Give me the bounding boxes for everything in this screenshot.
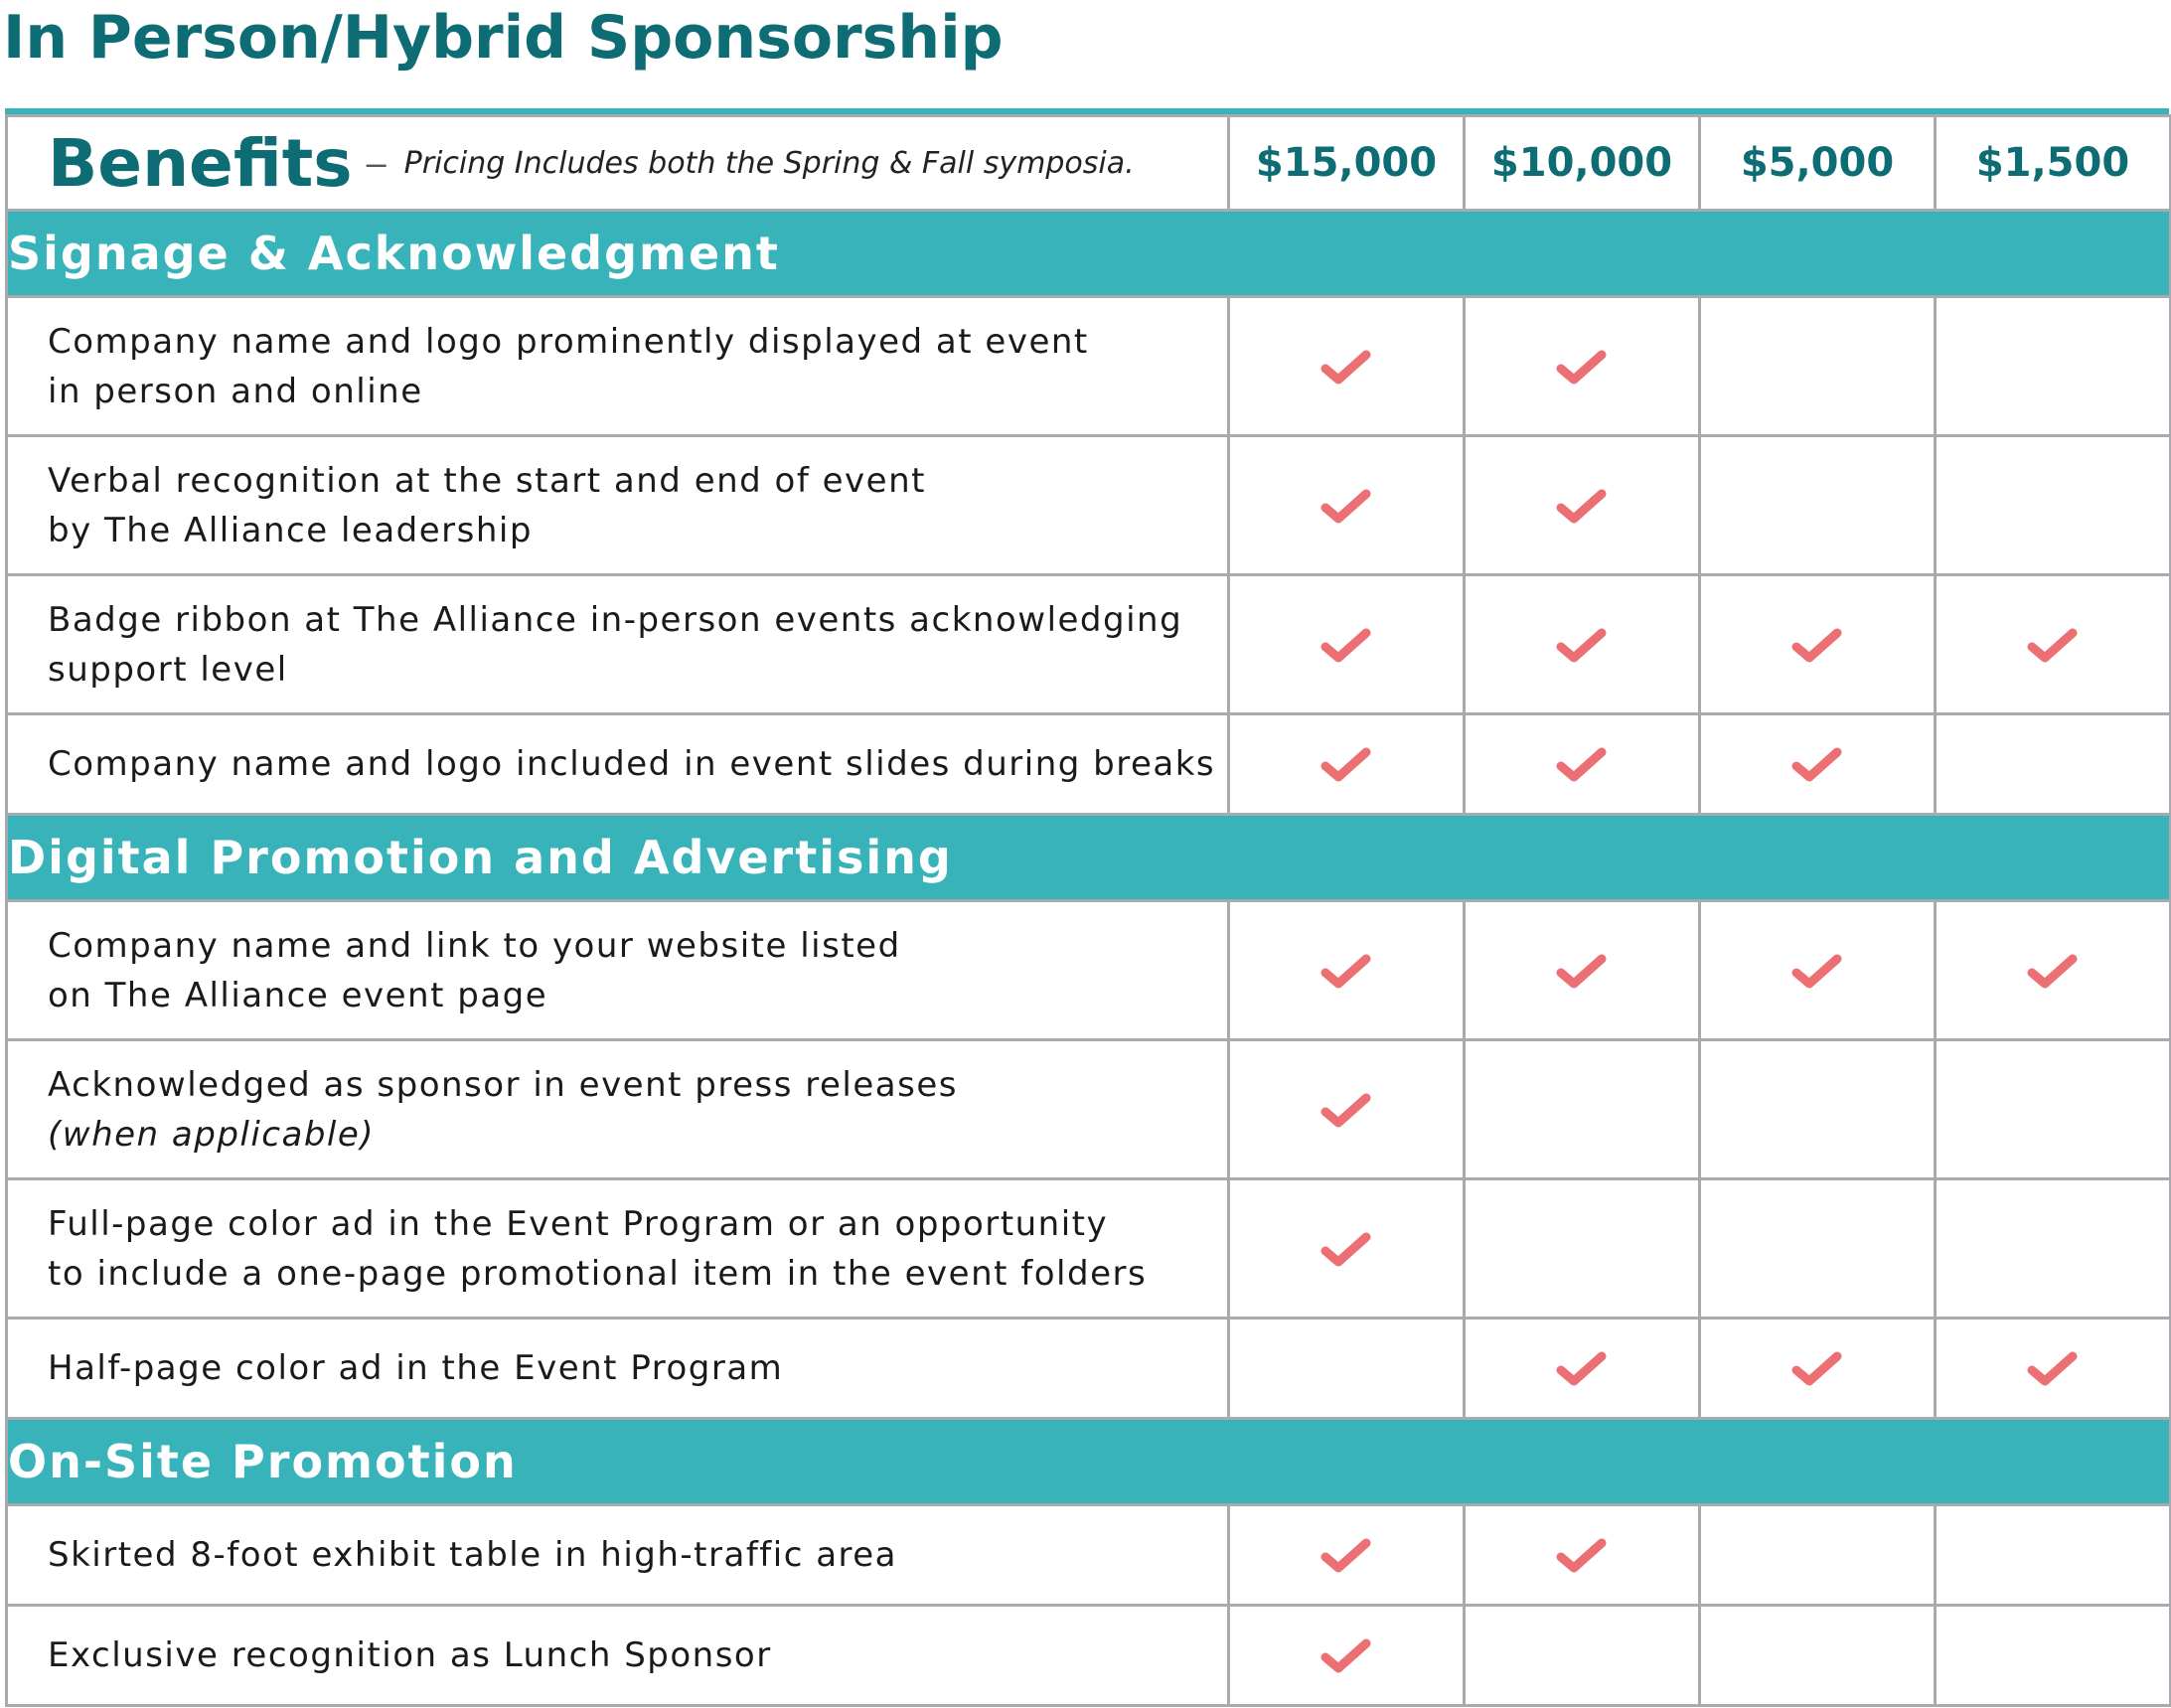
benefit-description (7, 575, 1229, 714)
benefit-description (7, 436, 1229, 575)
checkmark-icon (1319, 1635, 1373, 1675)
benefits-separator: – (366, 142, 387, 183)
tier-cell-included (1229, 1606, 1465, 1706)
table-row (7, 297, 2171, 436)
benefit-text-line: Exclusive recognition as Lunch Sponsor (48, 1635, 772, 1675)
checkmark-icon (1555, 1535, 1609, 1575)
tier-cell-empty (1465, 1040, 1700, 1179)
benefit-description (7, 1040, 1229, 1179)
table-row (7, 1606, 2171, 1706)
tier-cell-empty (1700, 297, 1936, 436)
tier-cell-empty (1936, 1505, 2171, 1606)
checkmark-icon (2026, 951, 2080, 991)
checkmark-icon (1555, 744, 1609, 784)
pricing-note: Pricing Includes both the Spring & Fall symposia. (403, 145, 1135, 181)
tier-cell-included (1465, 714, 1700, 815)
checkmark-icon (1319, 625, 1373, 665)
checkmark-icon (1790, 744, 1844, 784)
checkmark-icon (1319, 1535, 1373, 1575)
tier-cell-included (1700, 575, 1936, 714)
tier-cell-included (1936, 575, 2171, 714)
benefit-text-line: Company name and logo prominently displayed at event (48, 321, 1089, 362)
tier-price-header: $5,000 (1700, 116, 1936, 211)
benefit-description (7, 901, 1229, 1040)
benefit-text-line: in person and online (48, 371, 423, 411)
tier-cell-empty (1936, 1179, 2171, 1319)
benefit-description (7, 1179, 1229, 1319)
checkmark-icon (1319, 744, 1373, 784)
checkmark-icon (2026, 1348, 2080, 1388)
section-title: On-Site Promotion (7, 1419, 2171, 1505)
benefit-text-line: Full-page color ad in the Event Program or an opportunity (48, 1203, 1109, 1244)
checkmark-icon (1319, 1229, 1373, 1269)
benefit-text-line: Acknowledged as sponsor in event press releases (48, 1064, 958, 1105)
tier-cell-included (1465, 1319, 1700, 1419)
tier-cell-included (1465, 575, 1700, 714)
table-row (7, 436, 2171, 575)
checkmark-icon (2026, 625, 2080, 665)
tier-cell-empty (1936, 1040, 2171, 1179)
benefit-text-line: to include a one-page promotional item in the event folders (48, 1253, 1148, 1294)
tier-cell-empty (1700, 436, 1936, 575)
tier-price-header: $10,000 (1465, 116, 1700, 211)
tier-cell-included (1229, 1040, 1465, 1179)
table-row (7, 714, 2171, 815)
section-header-row (7, 1419, 2171, 1505)
tier-cell-included (1700, 1319, 1936, 1419)
tier-price-header: $15,000 (1229, 116, 1465, 211)
tier-cell-included (1465, 901, 1700, 1040)
section-title: Digital Promotion and Advertising (7, 815, 2171, 901)
benefit-text-line: support level (48, 649, 288, 690)
header-row (7, 116, 2171, 211)
checkmark-icon (1319, 486, 1373, 526)
benefits-label: Benefits (48, 124, 353, 202)
tier-cell-included (1465, 297, 1700, 436)
benefit-text-line: Company name and link to your website listed (48, 925, 901, 966)
tier-cell-included (1229, 901, 1465, 1040)
tier-cell-empty (1936, 436, 2171, 575)
table-row (7, 1505, 2171, 1606)
tier-cell-included (1936, 1319, 2171, 1419)
benefit-text-line: Verbal recognition at the start and end of event (48, 460, 926, 501)
checkmark-icon (1555, 347, 1609, 387)
checkmark-icon (1555, 951, 1609, 991)
tier-cell-empty (1936, 297, 2171, 436)
benefit-description (7, 1505, 1229, 1606)
checkmark-icon (1555, 486, 1609, 526)
table-body (7, 211, 2171, 1706)
table-row (7, 901, 2171, 1040)
checkmark-icon (1555, 1348, 1609, 1388)
checkmark-icon (1319, 951, 1373, 991)
tier-cell-empty (1700, 1505, 1936, 1606)
section-header-row (7, 211, 2171, 297)
table-row (7, 1040, 2171, 1179)
checkmark-icon (1555, 625, 1609, 665)
tier-cell-included (1229, 297, 1465, 436)
tier-cell-included (1229, 575, 1465, 714)
checkmark-icon (1790, 1348, 1844, 1388)
benefit-description (7, 1319, 1229, 1419)
tier-cell-included (1936, 901, 2171, 1040)
benefit-text-line: Half-page color ad in the Event Program (48, 1348, 784, 1388)
section-title: Signage & Acknowledgment (7, 211, 2171, 297)
table-row (7, 575, 2171, 714)
benefit-text-line: Badge ribbon at The Alliance in-person events acknowledging (48, 599, 1183, 640)
tier-cell-included (1229, 1505, 1465, 1606)
sponsorship-table-wrap (5, 108, 2169, 1708)
benefit-description (7, 714, 1229, 815)
tier-cell-included (1229, 436, 1465, 575)
benefit-description (7, 1606, 1229, 1706)
benefit-text-line: on The Alliance event page (48, 975, 548, 1015)
tier-cell-empty (1936, 1606, 2171, 1706)
benefit-text-line: by The Alliance leadership (48, 510, 533, 550)
tier-cell-included (1465, 436, 1700, 575)
sponsorship-table (5, 114, 2171, 1707)
tier-cell-included (1229, 714, 1465, 815)
tier-cell-empty (1229, 1319, 1465, 1419)
tier-price-header: $1,500 (1936, 116, 2171, 211)
checkmark-icon (1790, 625, 1844, 665)
tier-cell-empty (1465, 1179, 1700, 1319)
checkmark-icon (1790, 951, 1844, 991)
tier-cell-included (1700, 714, 1936, 815)
tier-cell-empty (1700, 1179, 1936, 1319)
tier-cell-empty (1936, 714, 2171, 815)
table-row (7, 1179, 2171, 1319)
page-title: In Person/Hybrid Sponsorship (3, 3, 1004, 73)
benefit-text-line: Skirted 8-foot exhibit table in high-traffic area (48, 1535, 898, 1575)
tier-cell-empty (1700, 1606, 1936, 1706)
benefit-description (7, 297, 1229, 436)
tier-cell-empty (1700, 1040, 1936, 1179)
tier-cell-included (1465, 1505, 1700, 1606)
section-header-row (7, 815, 2171, 901)
checkmark-icon (1319, 347, 1373, 387)
tier-cell-included (1229, 1179, 1465, 1319)
benefits-header (7, 116, 1229, 211)
benefit-text-line: (when applicable) (48, 1114, 376, 1155)
tier-cell-included (1700, 901, 1936, 1040)
benefit-text-line: Company name and logo included in event slides during breaks (48, 744, 1216, 784)
checkmark-icon (1319, 1090, 1373, 1130)
table-row (7, 1319, 2171, 1419)
tier-cell-empty (1465, 1606, 1700, 1706)
